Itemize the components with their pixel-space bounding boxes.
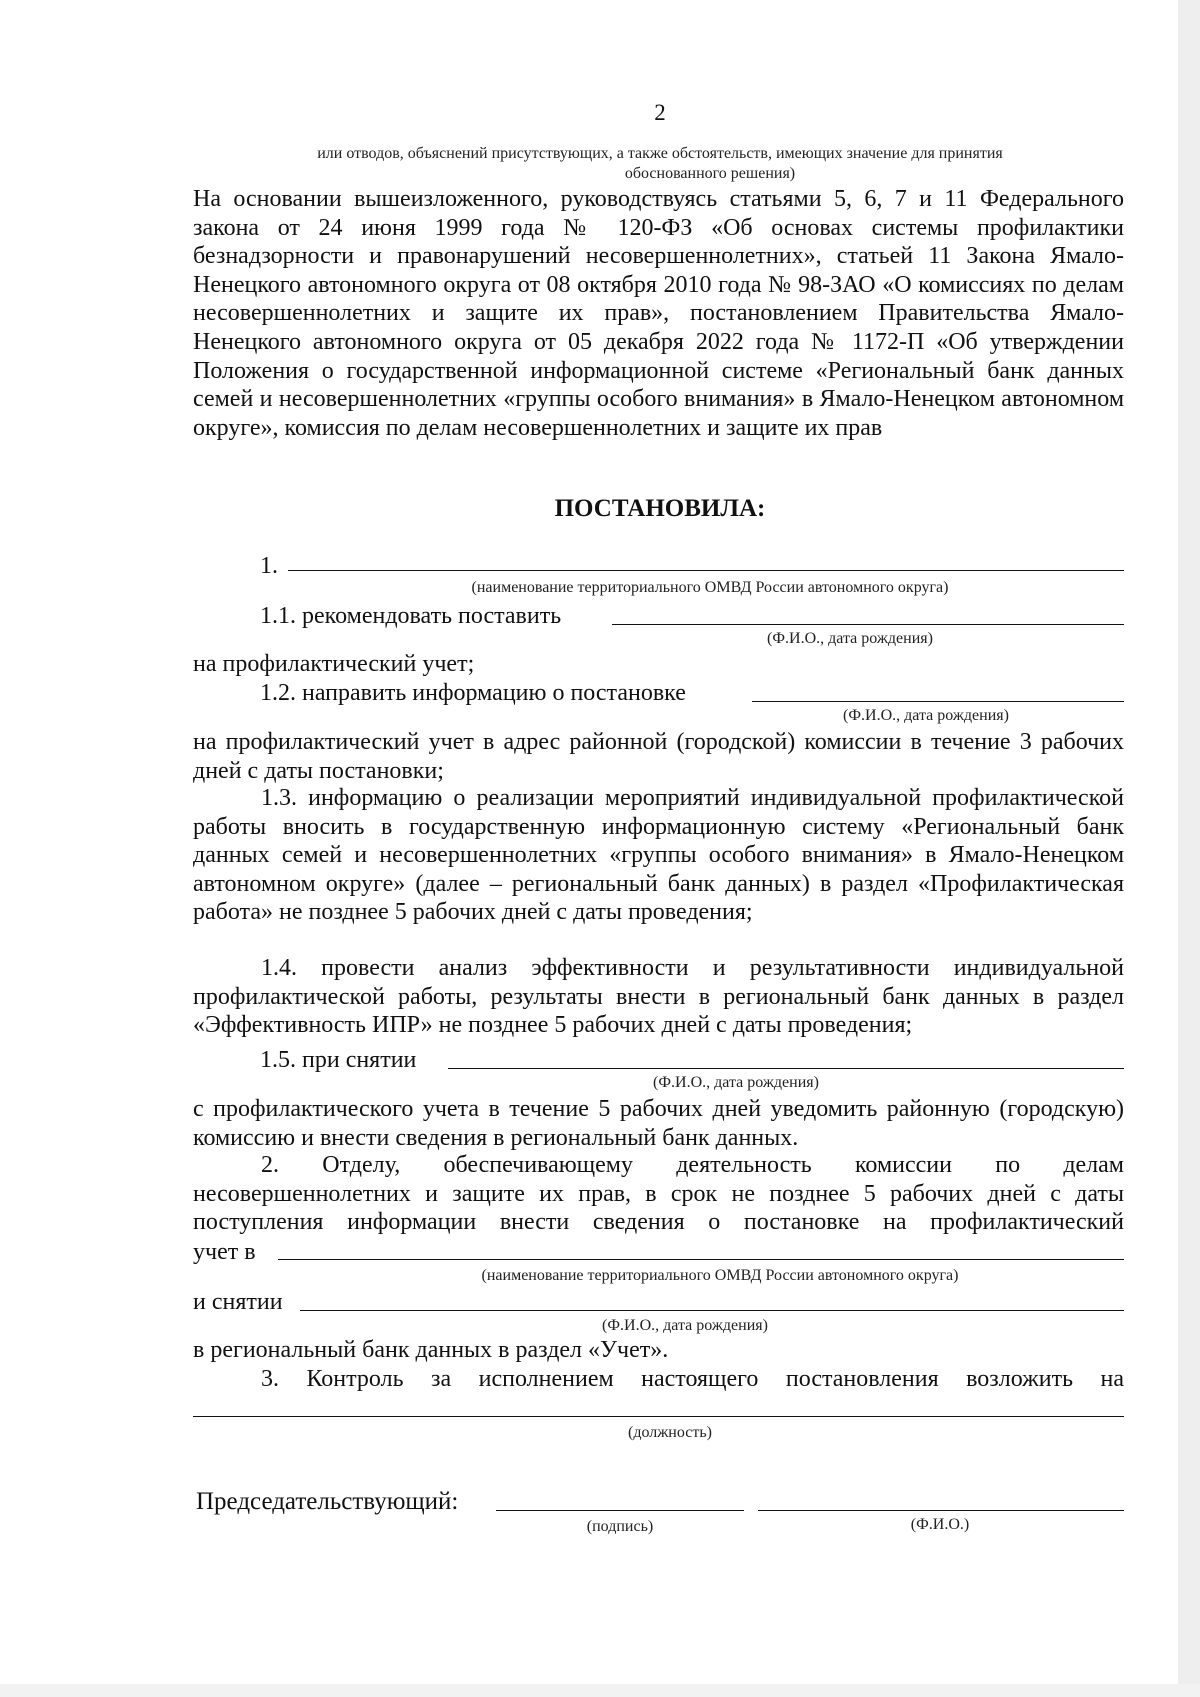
item-2-line-label: учет в: [193, 1239, 256, 1265]
scan-edge-bottom: [0, 1684, 1200, 1697]
item-1-caption: (наименование территориального ОМВД России автономного округа): [471, 579, 949, 596]
name-blank-line[interactable]: [758, 1510, 1124, 1511]
item-1-1-caption: (Ф.И.О., дата рождения): [767, 630, 933, 647]
item-1-2-caption: (Ф.И.О., дата рождения): [843, 707, 1009, 724]
item-2-omvd-blank-line[interactable]: [278, 1259, 1124, 1260]
item-1-5-blank-line[interactable]: [448, 1068, 1124, 1069]
item-2-fio-blank-line[interactable]: [300, 1310, 1124, 1311]
item-3-caption: (должность): [628, 1424, 712, 1441]
item-1-2-continuation: на профилактический учет в адрес районной (городской) комиссии в течение 3 рабочих дней с даты постановки;: [193, 729, 1124, 784]
item-2-paragraph: 2. Отделу, обеспечивающему деятельность комиссии по делам несовершеннолетних и защите их прав, в срок не позднее 5 рабочих дней с даты поступления информации внести сведения о постановке на профилактический: [193, 1152, 1124, 1236]
item-2-fio-caption: (Ф.И.О., дата рождения): [602, 1317, 768, 1334]
item-1-1-text: 1.1. рекомендовать поставить: [260, 603, 562, 629]
signature-blank-line[interactable]: [496, 1510, 744, 1511]
item-1-3-paragraph: 1.3. информацию о реализации мероприятий индивидуальной профилактической работы вносить в государственную информационную систему «Региональный банк данных семей и несовершеннолетних «группы особого внимания» в Ямало-Ненецком автономном округе» (далее – региональный банк данных) в раздел «Профилактическая работа» не позднее 5 рабочих дней с даты проведения;: [193, 785, 1124, 926]
item-1-1-continuation: на профилактический учет;: [193, 651, 475, 677]
page-number: 2: [654, 100, 666, 125]
scan-edge-right: [1178, 0, 1200, 1697]
item-3-blank-line[interactable]: [193, 1416, 1124, 1417]
item-1-5-text: 1.5. при снятии: [260, 1047, 417, 1073]
item-1-number: 1.: [260, 553, 278, 579]
resolution-heading: ПОСТАНОВИЛА:: [554, 495, 766, 522]
name-caption: (Ф.И.О.): [910, 1516, 970, 1533]
item-1-blank-line[interactable]: [288, 570, 1124, 571]
item-2-removal-label: и снятии: [193, 1289, 283, 1315]
preamble-paragraph: На основании вышеизложенного, руководствуясь статьями 5, 6, 7 и 11 Федерального закона от 24 июня 1999 года № 120-ФЗ «Об основах системы профилактики безнадзорности и правонарушений несовершеннолетних», статьей 11 Закона Ямало-Ненецкого автономного округа от 08 октября 2010 года № 98-ЗАО «О комиссиях по делам несовершеннолетних и защите их прав», постановлением Правительства Ямало-Ненецкого автономного округа от 05 декабря 2022 года № 1172-П «Об утверждении Положения о государственной информационной системе «Региональный банк данных семей и несовершеннолетних «группы особого внимания» в Ямало-Ненецком автономном округе», комиссия по делам несовершеннолетних и защите их прав: [193, 186, 1124, 441]
top-note-line-2: обоснованного решения): [624, 165, 796, 182]
signature-caption: (подпись): [586, 1518, 654, 1535]
item-1-2-text: 1.2. направить информацию о постановке: [260, 680, 686, 706]
item-2-continuation: в региональный банк данных в раздел «Учет».: [193, 1337, 669, 1363]
item-2-omvd-caption: (наименование территориального ОМВД России автономного округа): [481, 1267, 959, 1284]
item-1-4-paragraph: 1.4. провести анализ эффективности и результативности индивидуальной профилактической работы, результаты внести в региональный банк данных в раздел «Эффективность ИПР» не позднее 5 рабочих дней с даты проведения;: [193, 955, 1124, 1039]
item-1-5-continuation: с профилактического учета в течение 5 рабочих дней уведомить районную (городскую) комиссию и внести сведения в региональный банк данных.: [193, 1096, 1124, 1151]
item-1-2-blank-line[interactable]: [752, 701, 1124, 702]
item-1-5-caption: (Ф.И.О., дата рождения): [653, 1074, 819, 1091]
signature-label: Председательствующий:: [196, 1488, 459, 1515]
item-3-paragraph: 3. Контроль за исполнением настоящего постановления возложить на: [261, 1366, 1124, 1392]
item-1-1-blank-line[interactable]: [612, 624, 1124, 625]
top-note-line-1: или отводов, объяснений присутствующих, а также обстоятельств, имеющих значение для принятия: [317, 145, 1003, 162]
